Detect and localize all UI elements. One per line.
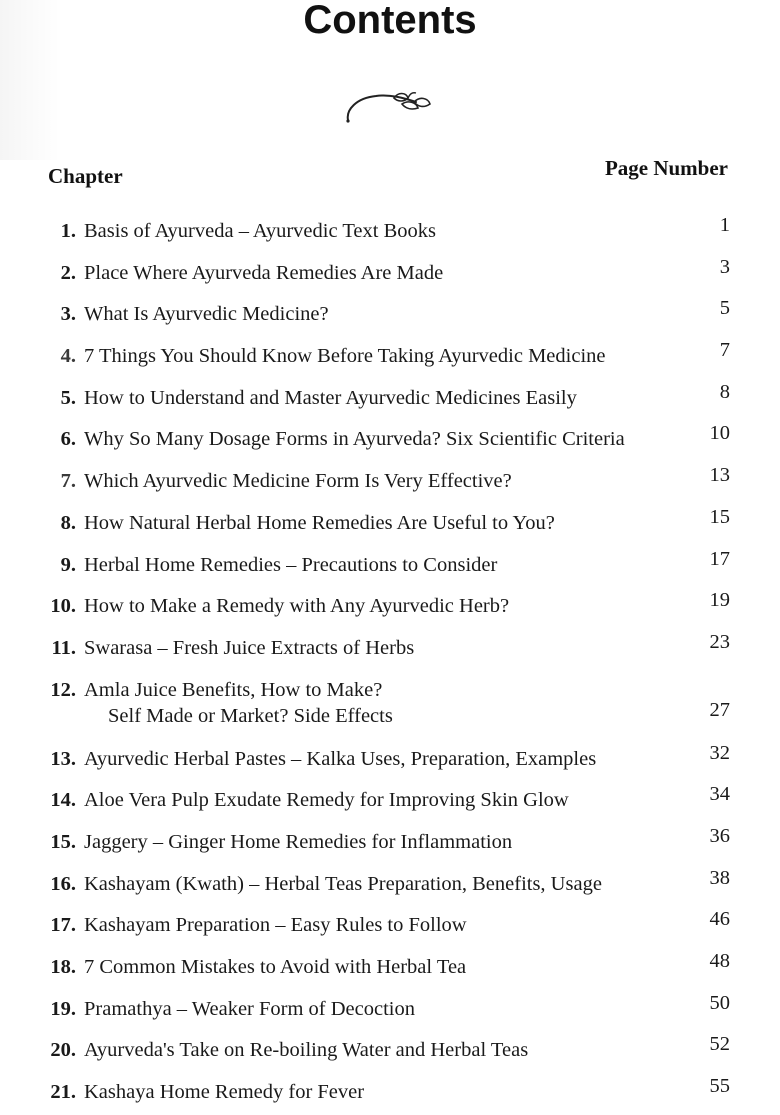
chapter-number: 10. — [50, 595, 76, 618]
page-number: 52 — [709, 1033, 730, 1056]
chapter-number: 19. — [50, 997, 76, 1020]
toc-entry — [0, 462, 780, 504]
toc-entry — [0, 740, 780, 782]
toc-entry — [0, 1073, 780, 1115]
page-title: Contents — [303, 0, 477, 42]
toc-entry — [0, 212, 780, 254]
chapter-number: 2. — [60, 261, 76, 284]
chapter-number: 13. — [50, 747, 76, 770]
toc-entry — [0, 254, 780, 296]
chapter-number: 6. — [60, 428, 76, 451]
chapter-number: 17. — [50, 914, 76, 937]
toc-entry — [0, 379, 780, 421]
chapter-number: 8. — [60, 511, 76, 534]
chapter-title-continued: Self Made or Market? Side Effects — [108, 704, 393, 727]
page-number: 38 — [709, 866, 730, 889]
page-number: 17 — [709, 547, 730, 570]
chapter-column-header: Chapter — [48, 164, 123, 188]
page-number: 27 — [709, 698, 730, 721]
chapter-title: Pramathya – Weaker Form of Decoction — [84, 997, 415, 1020]
chapter-title: Aloe Vera Pulp Exudate Remedy for Improving Skin Glow — [84, 789, 569, 812]
toc-entry — [0, 906, 780, 948]
floral-flourish-icon — [338, 84, 438, 126]
chapter-number: 16. — [50, 872, 76, 895]
page-number-column-header: Page Number — [604, 156, 728, 180]
chapter-title: Ayurvedic Herbal Pastes – Kalka Uses, Preparation, Examples — [84, 747, 597, 770]
page-number: 23 — [709, 630, 730, 653]
chapter-title: Basis of Ayurveda – Ayurvedic Text Books — [84, 220, 436, 242]
toc-entry — [0, 948, 780, 990]
chapter-title: Which Ayurvedic Medicine Form Is Very Effective? — [84, 470, 512, 493]
chapter-title: Jaggery – Ginger Home Remedies for Inflammation — [84, 830, 513, 853]
chapter-title: How to Make a Remedy with Any Ayurvedic Herb? — [84, 595, 510, 618]
chapter-number: 18. — [50, 956, 76, 978]
toc-entry — [0, 546, 780, 588]
toc-entry — [0, 504, 780, 546]
toc-entry — [0, 781, 780, 823]
toc-entry — [0, 587, 780, 629]
toc-entry — [0, 629, 780, 671]
page-number: 36 — [709, 824, 730, 847]
chapter-number: 7. — [60, 470, 76, 493]
table-of-contents — [0, 212, 780, 1115]
toc-entry — [0, 337, 780, 379]
chapter-title: 7 Things You Should Know Before Taking Ayurvedic Medicine — [84, 345, 606, 368]
chapter-number: 20. — [50, 1039, 76, 1062]
page-number: 19 — [709, 589, 730, 612]
page-number: 34 — [709, 783, 730, 806]
page-number: 15 — [709, 505, 730, 528]
page-number: 8 — [719, 380, 730, 403]
page-number: 5 — [719, 297, 730, 320]
chapter-title: Herbal Home Remedies – Precautions to Consider — [84, 553, 498, 576]
chapter-number: 12. — [50, 678, 76, 701]
page-number: 55 — [709, 1075, 730, 1098]
chapter-title: How Natural Herbal Home Remedies Are Useful to You? — [84, 511, 555, 534]
chapter-title: 7 Common Mistakes to Avoid with Herbal Tea — [84, 956, 467, 978]
page-number: 10 — [709, 422, 730, 445]
chapter-title: Kashayam Preparation – Easy Rules to Follow — [84, 914, 467, 937]
toc-entry — [0, 295, 780, 337]
page-number: 1 — [719, 214, 730, 236]
page-number: 48 — [709, 950, 730, 972]
toc-entry — [0, 990, 780, 1032]
chapter-number: 11. — [51, 636, 76, 659]
page-number: 32 — [709, 741, 730, 764]
toc-entry — [0, 865, 780, 907]
chapter-title: Swarasa – Fresh Juice Extracts of Herbs — [84, 636, 415, 659]
toc-entry — [0, 1031, 780, 1073]
page-number: 7 — [719, 339, 730, 362]
chapter-number: 4. — [60, 345, 76, 368]
page-number: 46 — [709, 908, 730, 931]
chapter-title: Kashaya Home Remedy for Fever — [84, 1081, 365, 1104]
chapter-title: What Is Ayurvedic Medicine? — [84, 303, 329, 326]
chapter-number: 3. — [60, 303, 76, 326]
chapter-number: 9. — [60, 553, 76, 576]
chapter-number: 14. — [50, 789, 76, 812]
toc-entry — [0, 420, 780, 462]
page-number: 13 — [709, 464, 730, 487]
chapter-title: How to Understand and Master Ayurvedic Medicines Easily — [84, 386, 577, 409]
chapter-number: 21. — [50, 1081, 76, 1104]
toc-entry — [0, 823, 780, 865]
chapter-number: 5. — [60, 386, 76, 409]
chapter-title: Place Where Ayurveda Remedies Are Made — [84, 261, 444, 284]
chapter-number: 15. — [50, 830, 76, 853]
toc-entry — [0, 671, 780, 740]
page-number: 3 — [719, 255, 730, 278]
page-number: 50 — [709, 991, 730, 1014]
chapter-title: Why So Many Dosage Forms in Ayurveda? Six Scientific Criteria — [84, 428, 625, 451]
chapter-number: 1. — [60, 220, 76, 242]
chapter-title: Ayurveda's Take on Re-boiling Water and Herbal Teas — [84, 1039, 529, 1062]
chapter-title: Amla Juice Benefits, How to Make? — [84, 678, 383, 701]
chapter-title: Kashayam (Kwath) – Herbal Teas Preparation, Benefits, Usage — [84, 872, 602, 895]
